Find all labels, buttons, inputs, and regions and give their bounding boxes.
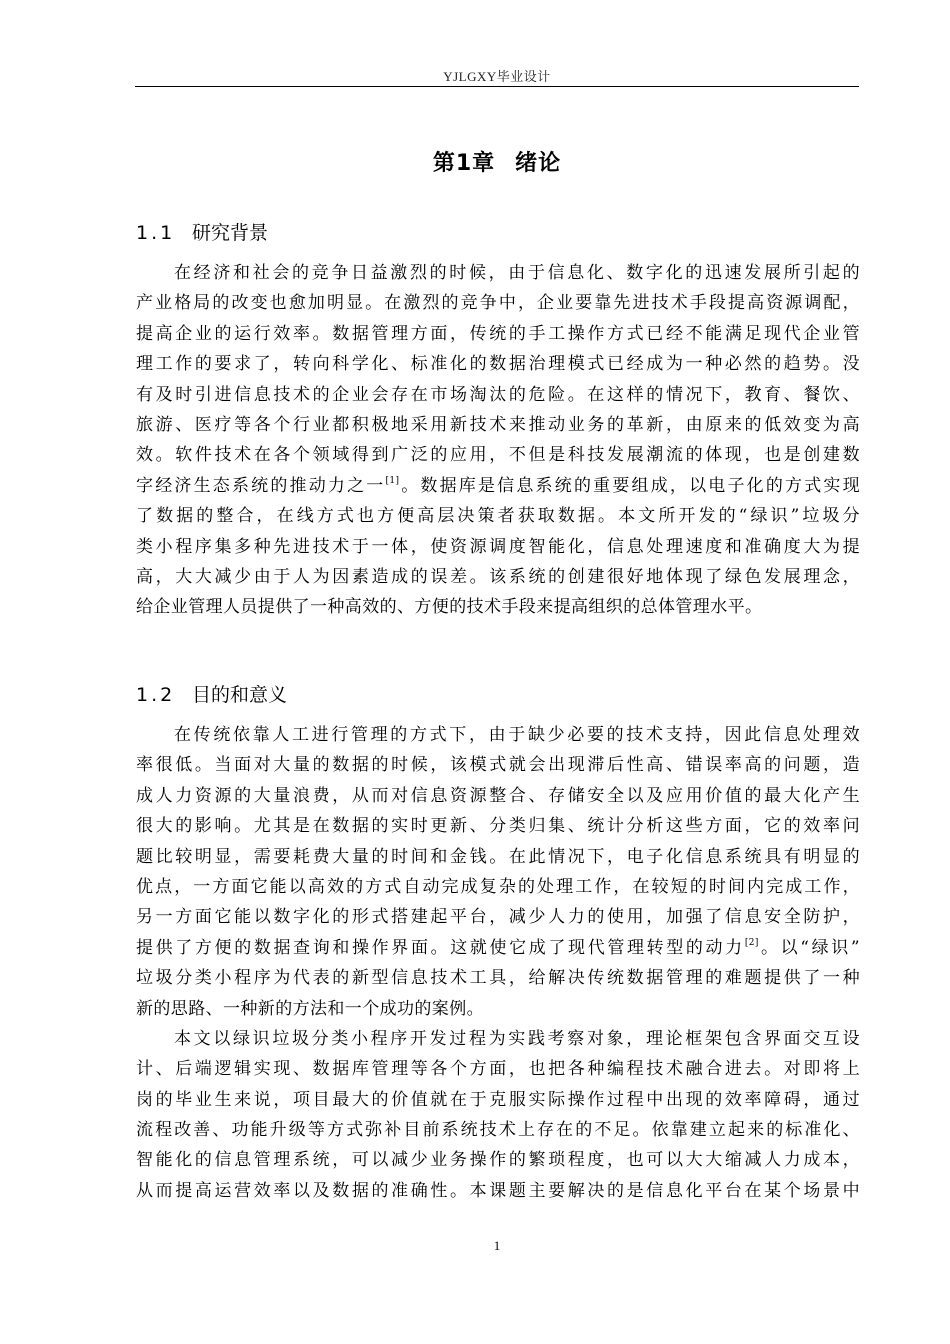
paragraph-line: 理工作的要求了，转向科学化、标准化的数据治理模式已经成为一种必然的趋势。没 [136, 354, 860, 375]
chapter-title [135, 146, 859, 177]
paragraph-line: 垃圾分类小程序为代表的新型信息技术工具，给解决传统数据管理的难题提供了一种 [136, 968, 860, 989]
section-title: 目的和意义 [192, 684, 288, 706]
paragraph-line: 了数据的整合，在线方式也方便高层决策者获取数据。本文所开发的“绿识”垃圾分 [136, 506, 860, 527]
paragraph-line: 率很低。当面对大量的数据的时候，该模式就会出现滞后性高、错误率高的问题，造 [136, 755, 860, 776]
chapter-label: 第1章 [432, 151, 496, 176]
section-number: 1.1 [136, 222, 176, 244]
section-heading-1-2 [136, 686, 860, 705]
paragraph-line: 另一方面它能以数字化的形式搭建起平台，减少人力的使用，加强了信息安全防护， [136, 907, 860, 928]
paragraph-line: 从而提高运营效率以及数据的准确性。本课题主要解决的是信息化平台在某个场景中 [136, 1180, 860, 1201]
section-heading-1-1 [136, 224, 860, 243]
paragraph-line: 很大的影响。尤其是在数据的实时更新、分类归集、统计分析这些方面，它的效率问 [136, 816, 860, 837]
paragraph-line: 优点，一方面它能以高效的方式自动完成复杂的处理工作，在较短的时间内完成工作， [136, 876, 860, 897]
paragraph-line: 岗的毕业生来说，项目最大的价值就在于克服实际操作过程中出现的效率障碍，通过 [136, 1089, 860, 1110]
paragraph-line: 给企业管理人员提供了一种高效的、方便的技术手段来提高组织的总体管理水平。 [136, 597, 763, 618]
line-text: 提供了方便的数据查询和操作界面。这就使它成了现代管理转型的动力 [136, 937, 745, 958]
paragraph-line: 高，大大减少由于人为因素造成的误差。该系统的创建很好地体现了绿色发展理念， [136, 566, 860, 587]
paragraph-line [136, 471, 860, 501]
paragraph-line: 题比较明显，需要耗费大量的时间和金钱。在此情况下，电子化信息系统具有明显的 [136, 846, 860, 867]
line-text: 。数据库是信息系统的重要组成，以电子化的方式实现 [399, 475, 860, 496]
paragraph-line: 旅游、医疗等各个行业都积极地采用新技术来推动业务的革新，由原来的低效变为高 [136, 414, 860, 435]
paragraph-line [136, 933, 860, 963]
chapter-name: 绪论 [515, 151, 562, 176]
paragraph-line: 智能化的信息管理系统，可以减少业务操作的繁琐程度，也可以大大缩减人力成本， [136, 1150, 860, 1171]
paragraph-line: 成人力资源的大量浪费，从而对信息资源整合、存储安全以及应用价值的最大化产生 [136, 785, 860, 806]
header-rule [135, 86, 859, 87]
line-text: 。以“绿识” [758, 937, 860, 958]
section-1-2-body [136, 720, 860, 1206]
paragraph-line: 类小程序集多种先进技术于一体，使资源调度智能化，信息处理速度和准确度大为提 [136, 536, 860, 557]
section-number: 1.2 [136, 684, 176, 706]
citation-ref: [2] [744, 937, 759, 948]
paragraph-line: 在传统依靠人工进行管理的方式下，由于缺少必要的技术支持，因此信息处理效 [174, 725, 860, 745]
section-title: 研究背景 [192, 222, 269, 244]
paragraph-line: 效。软件技术在各个领域得到广泛的应用，不但是科技发展潮流的体现，也是创建数 [136, 445, 860, 466]
citation-ref: [1] [385, 475, 400, 486]
page-number: 1 [493, 1238, 501, 1253]
line-text: 字经济生态系统的推动力之一 [136, 475, 386, 496]
paragraph-line: 提高企业的运行效率。数据管理方面，传统的手工操作方式已经不能满足现代企业管 [136, 323, 860, 344]
paragraph-line: 有及时引进信息技术的企业会存在市场淘汰的危险。在这样的情况下，教育、餐饮、 [136, 384, 860, 405]
section-1-1-body [136, 258, 860, 623]
paragraph-line: 本文以绿识垃圾分类小程序开发过程为实践考察对象，理论框架包含界面交互设 [174, 1028, 860, 1049]
paragraph-line: 流程改善、功能升级等方式弥补目前系统技术上存在的不足。依靠建立起来的标准化、 [136, 1120, 860, 1141]
paragraph-line: 在经济和社会的竞争日益激烈的时候，由于信息化、数字化的迅速发展所引起的 [174, 263, 860, 283]
paragraph-line: 计、后端逻辑实现、数据库管理等各个方面，也把各种编程技术融合进去。对即将上 [136, 1059, 860, 1080]
paragraph-line: 新的思路、一种新的方法和一个成功的案例。 [136, 998, 484, 1019]
running-header: YJLGXY毕业设计 [443, 69, 551, 84]
paragraph-line: 产业格局的改变也愈加明显。在激烈的竞争中，企业要靠先进技术手段提高资源调配， [136, 293, 860, 314]
